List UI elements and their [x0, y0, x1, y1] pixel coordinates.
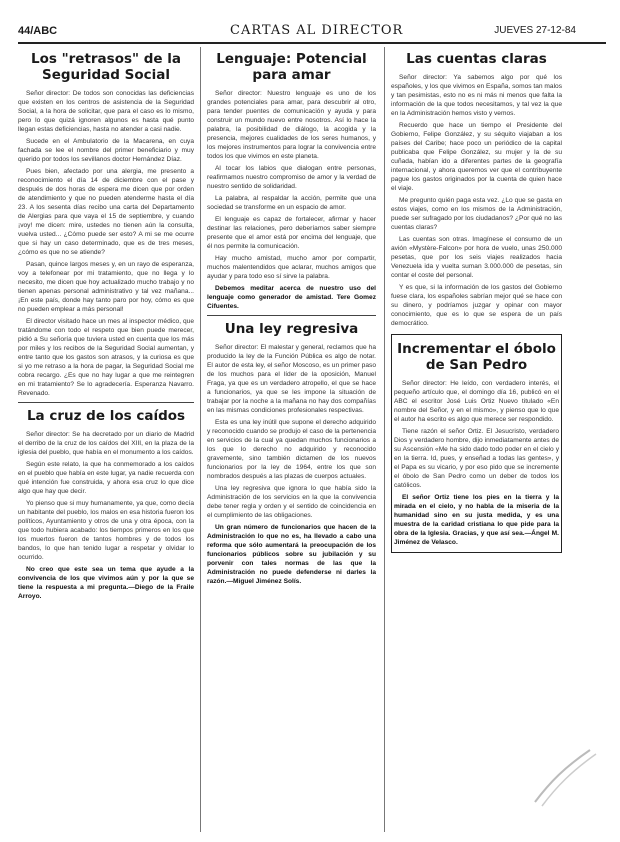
letter-paragraph: Señor director: El malestar y general, reclamos que ha producido la ley de la Función Pública es algo de notar. El autor de esta ley, el señor Moscoso, es un primer paso de los muchos para el líder de la oposición, Manuel Fraga, ya que es un verdadero atropello, el que se hace a funcionarios, ya que se les impone la situación de trabajar por la noche a la mañana no hay dos compañías en las mismas condiciones profesionales respectivas.: [207, 344, 376, 414]
letter-paragraph: Pues bien, afectado por una alergia, me presento a reconocimiento el día 14 de diciembre con el pase y después de dos horas de espera me dicen que por orden de atendimiento y que no pueden atenderme hasta el día 23. A los sesenta días recibo una carta del Departamento de Alergias para que vaya el 15 de septiembre, y cuando ¡voy! me dicen: mire, ustedes no tienen aún la consulta, vuelva usted... ¿Cómo puede ser esto? A mi se me ocurre que si hay un caso determinado, que es de tres meses, ¿cómo es que no se atiende?: [18, 168, 194, 256]
letter-paragraph: Señor director: Ya sabemos algo por qué los españoles, y los que vivimos en España, somos tan malos y tan pesimistas, esto no es ni más ni menos que falta la información de la que todos necesitamos, y tal vez la que en la Administración hemos visto y vemos.: [391, 74, 562, 117]
divider: [207, 315, 376, 316]
letter-title-cuentas-claras: Las cuentas claras: [406, 51, 547, 67]
letter-paragraph: Hay mucho amistad, mucho amor por compartir, muchos malentendidos que aclarar, muchos amigos que ayudar y para todo eso sí sirve la palabra.: [207, 255, 376, 280]
letter-paragraph: No creo que este sea un tema que ayude a la convivencia de los que vivimos aún y por la que se tiene la respuesta a mi pregunta.—Diego de la Fraile Arroyo.: [18, 566, 194, 600]
letter-paragraph: Recuerdo que hace un tiempo el Presidente del Gobierno, Felipe González, y su séquito viajaban a los países del Caribe; hace poco un periódico de la capital publicaba que Felipe González, su mujer y la de su cuñada, habían ido a diferentes partes de la geografía internacional, y ahora queremos ver que el contribuyente pague los gastos originados por la cuenta de quien hace el viaje.: [391, 122, 562, 192]
issue-date: JUEVES 27-12-84: [494, 25, 576, 36]
letter-paragraph: Debemos meditar acerca de nuestro uso del lenguaje como generador de amistad. Tere Gomez Cifuentes.: [207, 285, 376, 310]
letter-paragraph: La palabra, al respaldar la acción, permite que una sociedad se transforme en un espacio de amor.: [207, 195, 376, 211]
letter-paragraph: Y es que, si la información de los gastos del Gobierno fuese clara, los españoles sabrían mejor qué se hace con su dinero, y podríamos juzgar y opinar con mayor conocimiento, que es lo que se espera de un país democrático.: [391, 284, 562, 327]
letter-paragraph: El director visitado hace un mes al inspector médico, que tratándome con todo el respeto que bien puede merecer, pidió a Su señoría que tuviera usted en cuenta que los más por miles y los recibos de la Seguridad Social aumentan, y entre tanto que los gastos son atrasos, y la curiosa es que si yo me retraso a la hora de pagar, la Seguridad Social me cobra recargo. ¿Es que no hay lugar a que me reintegren en mi tratamiento? Se lo agradecería. Esperanza Navarro. Revenado.: [18, 318, 194, 397]
letter-paragraph: El señor Ortiz tiene los pies en la tierra y la mirada en el cielo, y no habla de la miseria de la humanidad sino en su justa medida, y es una muestra de la caridad cristiana lo que pide para la obra de la Iglesia. Gracias, y que así sea.—Ángel M. Jiménez de Velasco.: [394, 494, 559, 546]
boxed-letter: [391, 334, 562, 553]
letter-paragraph: Sucede en el Ambulatorio de la Macarena, en cuya fachada se lee el nombre del primer beneficiario y muy querido por todos los sevillanos doctor Hernández Díaz.: [18, 138, 194, 163]
column-center: [200, 47, 376, 832]
letter-title-cruz-caidos: La cruz de los caídos: [26, 408, 186, 424]
letter-paragraph: Las cuentas son otras. Imagínese el consumo de un avión «Mystère-Falcon» por hora de vuelo, unas 250.000 pesetas, que por los seis viajes realizados hacia Venezuela ida y vuelta suman 3.000.000 de pesetas, sin contar el coste del personal.: [391, 236, 562, 279]
letter-title-lenguaje: Lenguaje: Potencial para amar: [216, 51, 367, 83]
section-title: CARTAS AL DIRECTOR: [230, 23, 404, 38]
page-number: 44/ABC: [18, 25, 58, 37]
letter-title-ley-regresiva: Una ley regresiva: [224, 321, 359, 337]
letter-paragraph: Al tocar los labios que dialogan entre personas, reafirmamos nuestro compromiso de amor y la verdad de nuestro sentido de solidaridad.: [207, 165, 376, 190]
letter-paragraph: Señor director: Nuestro lenguaje es uno de los grandes potenciales para amar, para descubrir al otro, para tender puentes de comunicación y ayuda y para construir un mundo nuevo entre nosotros. Así lo hace la palabra, la posibilidad de diálogo, la acogida y la presencia, mejores cualidades de los seres humanos, y los mejores instrumentos para lograr la convivencia entre todos los que vivimos en este planeta.: [207, 90, 376, 160]
letter-paragraph: Señor director: De todos son conocidas las deficiencias que existen en los centros de asistencia de la Seguridad Social, a la hora de solicitar, que para el caso es lo mismo, pero lo que quizá ignoren algunos es hasta qué punto llegan estas deficiencias, hasta no atender a casi nadie.: [18, 90, 194, 133]
letter-paragraph: Señor director: He leído, con verdadero interés, el pequeño artículo que, el domingo día 16, publicó en el ABC el escritor José Luis Ortiz Nuevo titulado «En nombre del Señor, y en el mismo», y pienso que lo que el autor ha escrito es algo que merece ser respondido.: [394, 380, 559, 423]
letter-title-obolo-san-pedro: Incrementar el óbolo de San Pedro: [397, 341, 556, 373]
divider: [18, 402, 194, 403]
letter-title-seguridad-social: Los "retrasos" de la Seguridad Social: [30, 51, 182, 83]
letter-paragraph: Una ley regresiva que ignora lo que había sido la Administración de los servicios en la que la convivencia debe tener regla y orden y el sentido de coincidencia en el cumplimiento de las obligaciones.: [207, 485, 376, 519]
letter-paragraph: Señor director: Se ha decretado por un diario de Madrid el derribo de la cruz de los caídos del XIII, en la plaza de la iglesia del pueblo, que había en el monumento a los caídos.: [18, 431, 194, 456]
letter-paragraph: Tiene razón el señor Ortiz. El Jesucristo, verdadero Dios y verdadero hombre, dijo inmediatamente antes de su Ascensión «Me ha sido dado todo poder en el cielo y en la tierra. Id, pues, y enseñad a todas las gentes», y el Papa es su vicario, y por eso pido que se incremente el óbolo de San Pedro como un deber de todos los católicos.: [394, 428, 559, 489]
letter-paragraph: Pasan, quince largos meses y, en un rayo de esperanza, voy a telefonear por mi tratamiento, que no llega y lo necesito, me dicen que hoy actualizado mucho trabajo y no tienen apenas personal administrativo y tal vez mañana... ¡En este país, donde hay tanto paro por hoy, cómo es que no pueden emplear a más personal!: [18, 261, 194, 313]
letter-paragraph: El lenguaje es capaz de fortalecer, afirmar y hacer destinar las relaciones, pero deberíamos saber siempre presente que el amor está por encima del lenguaje, que él nos permite la comunicación.: [207, 216, 376, 250]
letter-paragraph: Yo pienso que si muy humanamente, ya que, como decía un habitante del pueblo, los malos en esa historia fueron los políticos, Ayuntamiento y otros de una y otra época, con la que todo hubiera acabado: los tiempos primeros en los que los muertos fueron de tantos hombres y de todos los bandos, lo que han tenido lugar a respetar y olvidar lo ocurrido.: [18, 500, 194, 561]
letter-paragraph: Me pregunto quién paga esta vez. ¿Lo que se gasta en estos viajes, como en los mismos de la Administración, puede ser sufragado por los ciudadanos? ¿Por qué no las cuentas claras?: [391, 197, 562, 231]
column-left: [18, 47, 194, 832]
letter-paragraph: Según este relato, la que ha conmemorado a los caídos en el pueblo que había en este lugar, ya nadie recuerda con qué intención fue construida, y ahora esa cruz lo que dice algo que hay que decir.: [18, 461, 194, 495]
letter-paragraph: Un gran número de funcionarios que hacen de la Administración lo que no es, ha llevado a cabo una reforma que sólo aumentará la preocupación de los funcionarios públicos sobre su jubilación y su porvenir con tales normas de las que la Administración no puede defenderse ni darles la razón.—Miguel Jiménez Solís.: [207, 524, 376, 585]
archive-stamp-graphic: [530, 742, 600, 812]
page-header: [18, 22, 606, 44]
letter-paragraph: Esta es una ley inútil que supone el derecho adquirido y reconocido cuando se produjo el caso de la pertenencia en servicios de la cual ya quedan muchos funcionarios a los que lo derecho no adquirido y reconocido gravemente, sino también dictamen de los nuevos funcionarios por la ley de 1964, entre los que son nombrados después a las plazas de cuerpos actuales.: [207, 419, 376, 480]
column-right: [384, 47, 562, 832]
